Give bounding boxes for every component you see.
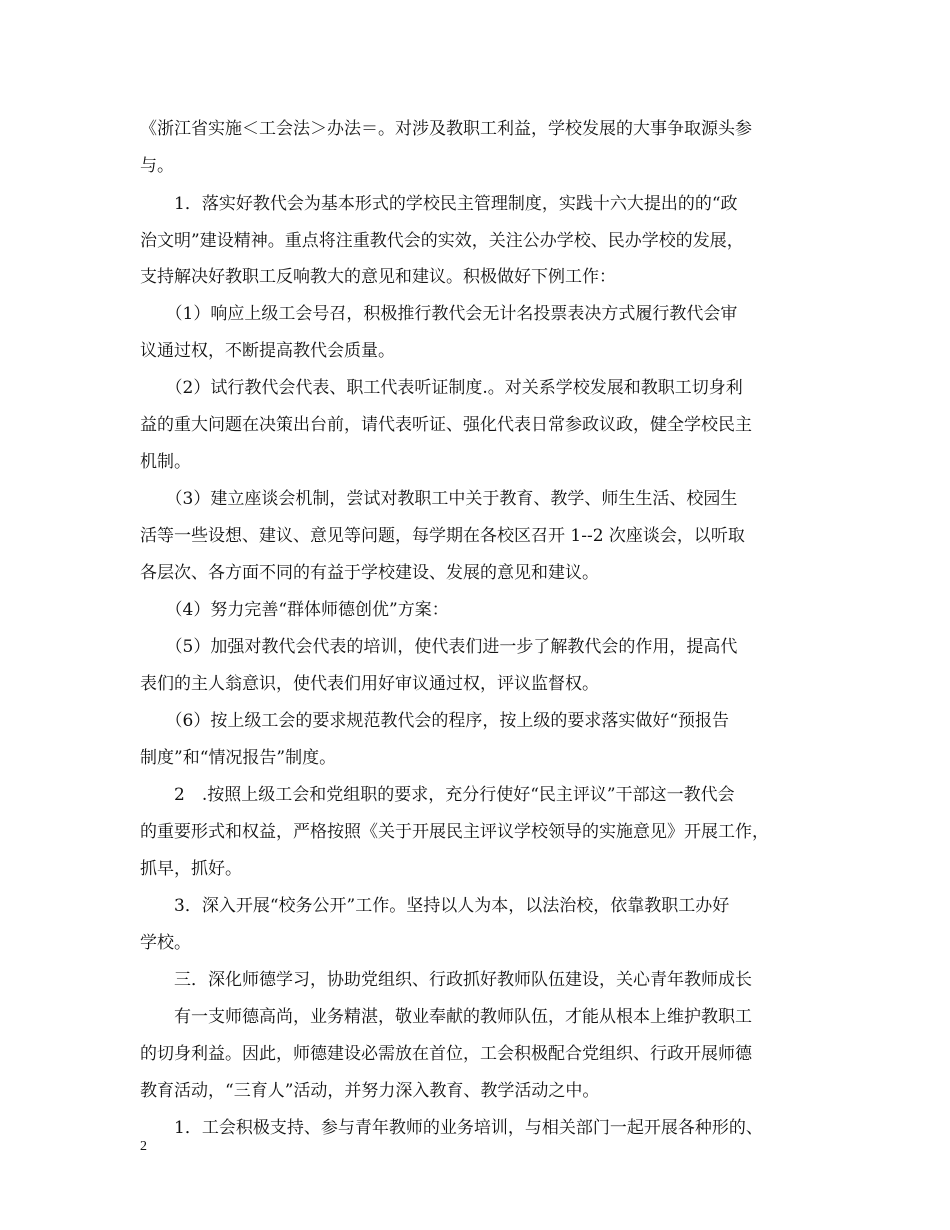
text-line: 2 .按照上级工会和党组职的要求，充分行使好“民主评议”干部这一教代会 (140, 785, 735, 805)
text-line: 议通过权，不断提高教代会质量。 (140, 341, 395, 361)
text-line: 《浙江省实施＜工会法＞办法＝。对涉及教职工利益，学校发展的大事争取源头参 (140, 119, 752, 139)
text-line: （3）建立座谈会机制，尝试对教职工中关于教育、教学、师生生活、校园生 (140, 489, 738, 509)
text-line: 治文明”建设精神。重点将注重教代会的实效，关注公办学校、民办学校的发展， (140, 231, 744, 251)
text-line: 机制。 (140, 452, 191, 472)
text-line: 1．落实好教代会为基本形式的学校民主管理制度，实践十六大提出的的“政 (140, 194, 738, 214)
text-line: 支持解决好教职工反响教大的意见和建议。积极做好下例工作： (140, 267, 616, 287)
text-line: 有一支师德高尚，业务精湛，敬业奉献的教师队伍，才能从根本上维护教职工 (140, 1007, 752, 1027)
page-number: 2 (140, 1139, 147, 1154)
text-line: 学校。 (140, 933, 191, 953)
text-line: （5）加强对教代会代表的培训，使代表们进一步了解教代会的作用，提高代 (140, 637, 738, 657)
text-line: 3．深入开展“校务公开”工作。坚持以人为本，以法治校，依靠教职工办好 (140, 896, 730, 916)
text-line: 1．工会积极支持、参与青年教师的业务培训，与相关部门一起开展各种形的、 (140, 1118, 763, 1138)
text-line: 的切身利益。因此，师德建设必需放在首位，工会积极配合党组织、行政开展师德 (140, 1044, 752, 1064)
text-line: 抓早，抓好。 (140, 859, 242, 879)
text-line: 益的重大问题在决策出台前，请代表听证、强化代表日常参政议政，健全学校民主 (140, 415, 752, 435)
text-line: 与。 (140, 156, 174, 176)
text-line: （4）努力完善“群体师德创优”方案： (140, 600, 449, 620)
text-line: 三．深化师德学习，协助党组织、行政抓好教师队伍建设，关心青年教师成长 (140, 970, 752, 990)
text-line: （1）响应上级工会号召，积极推行教代会无计名投票表决方式履行教代会审 (140, 304, 738, 324)
text-line: 制度”和“情况报告”制度。 (140, 748, 337, 768)
text-line: 活等一些设想、建议、意见等问题，每学期在各校区召开 1--2 次座谈会，以听取 (140, 526, 745, 546)
text-line: （6）按上级工会的要求规范教代会的程序，按上级的要求落实做好“预报告 (140, 711, 730, 731)
text-line: （2）试行教代会代表、职工代表听证制度.。对关系学校发展和教职工切身利 (140, 378, 743, 398)
text-line: 教育活动，“三育人”活动，并努力深入教育、教学活动之中。 (140, 1081, 600, 1101)
text-line: 表们的主人翁意识，使代表们用好审议通过权，评议监督权。 (140, 674, 599, 694)
text-line: 的重要形式和权益，严格按照《关于开展民主评议学校领导的实施意见》开展工作， (140, 822, 769, 842)
text-line: 各层次、各方面不同的有益于学校建设、发展的意见和建议。 (140, 563, 599, 583)
